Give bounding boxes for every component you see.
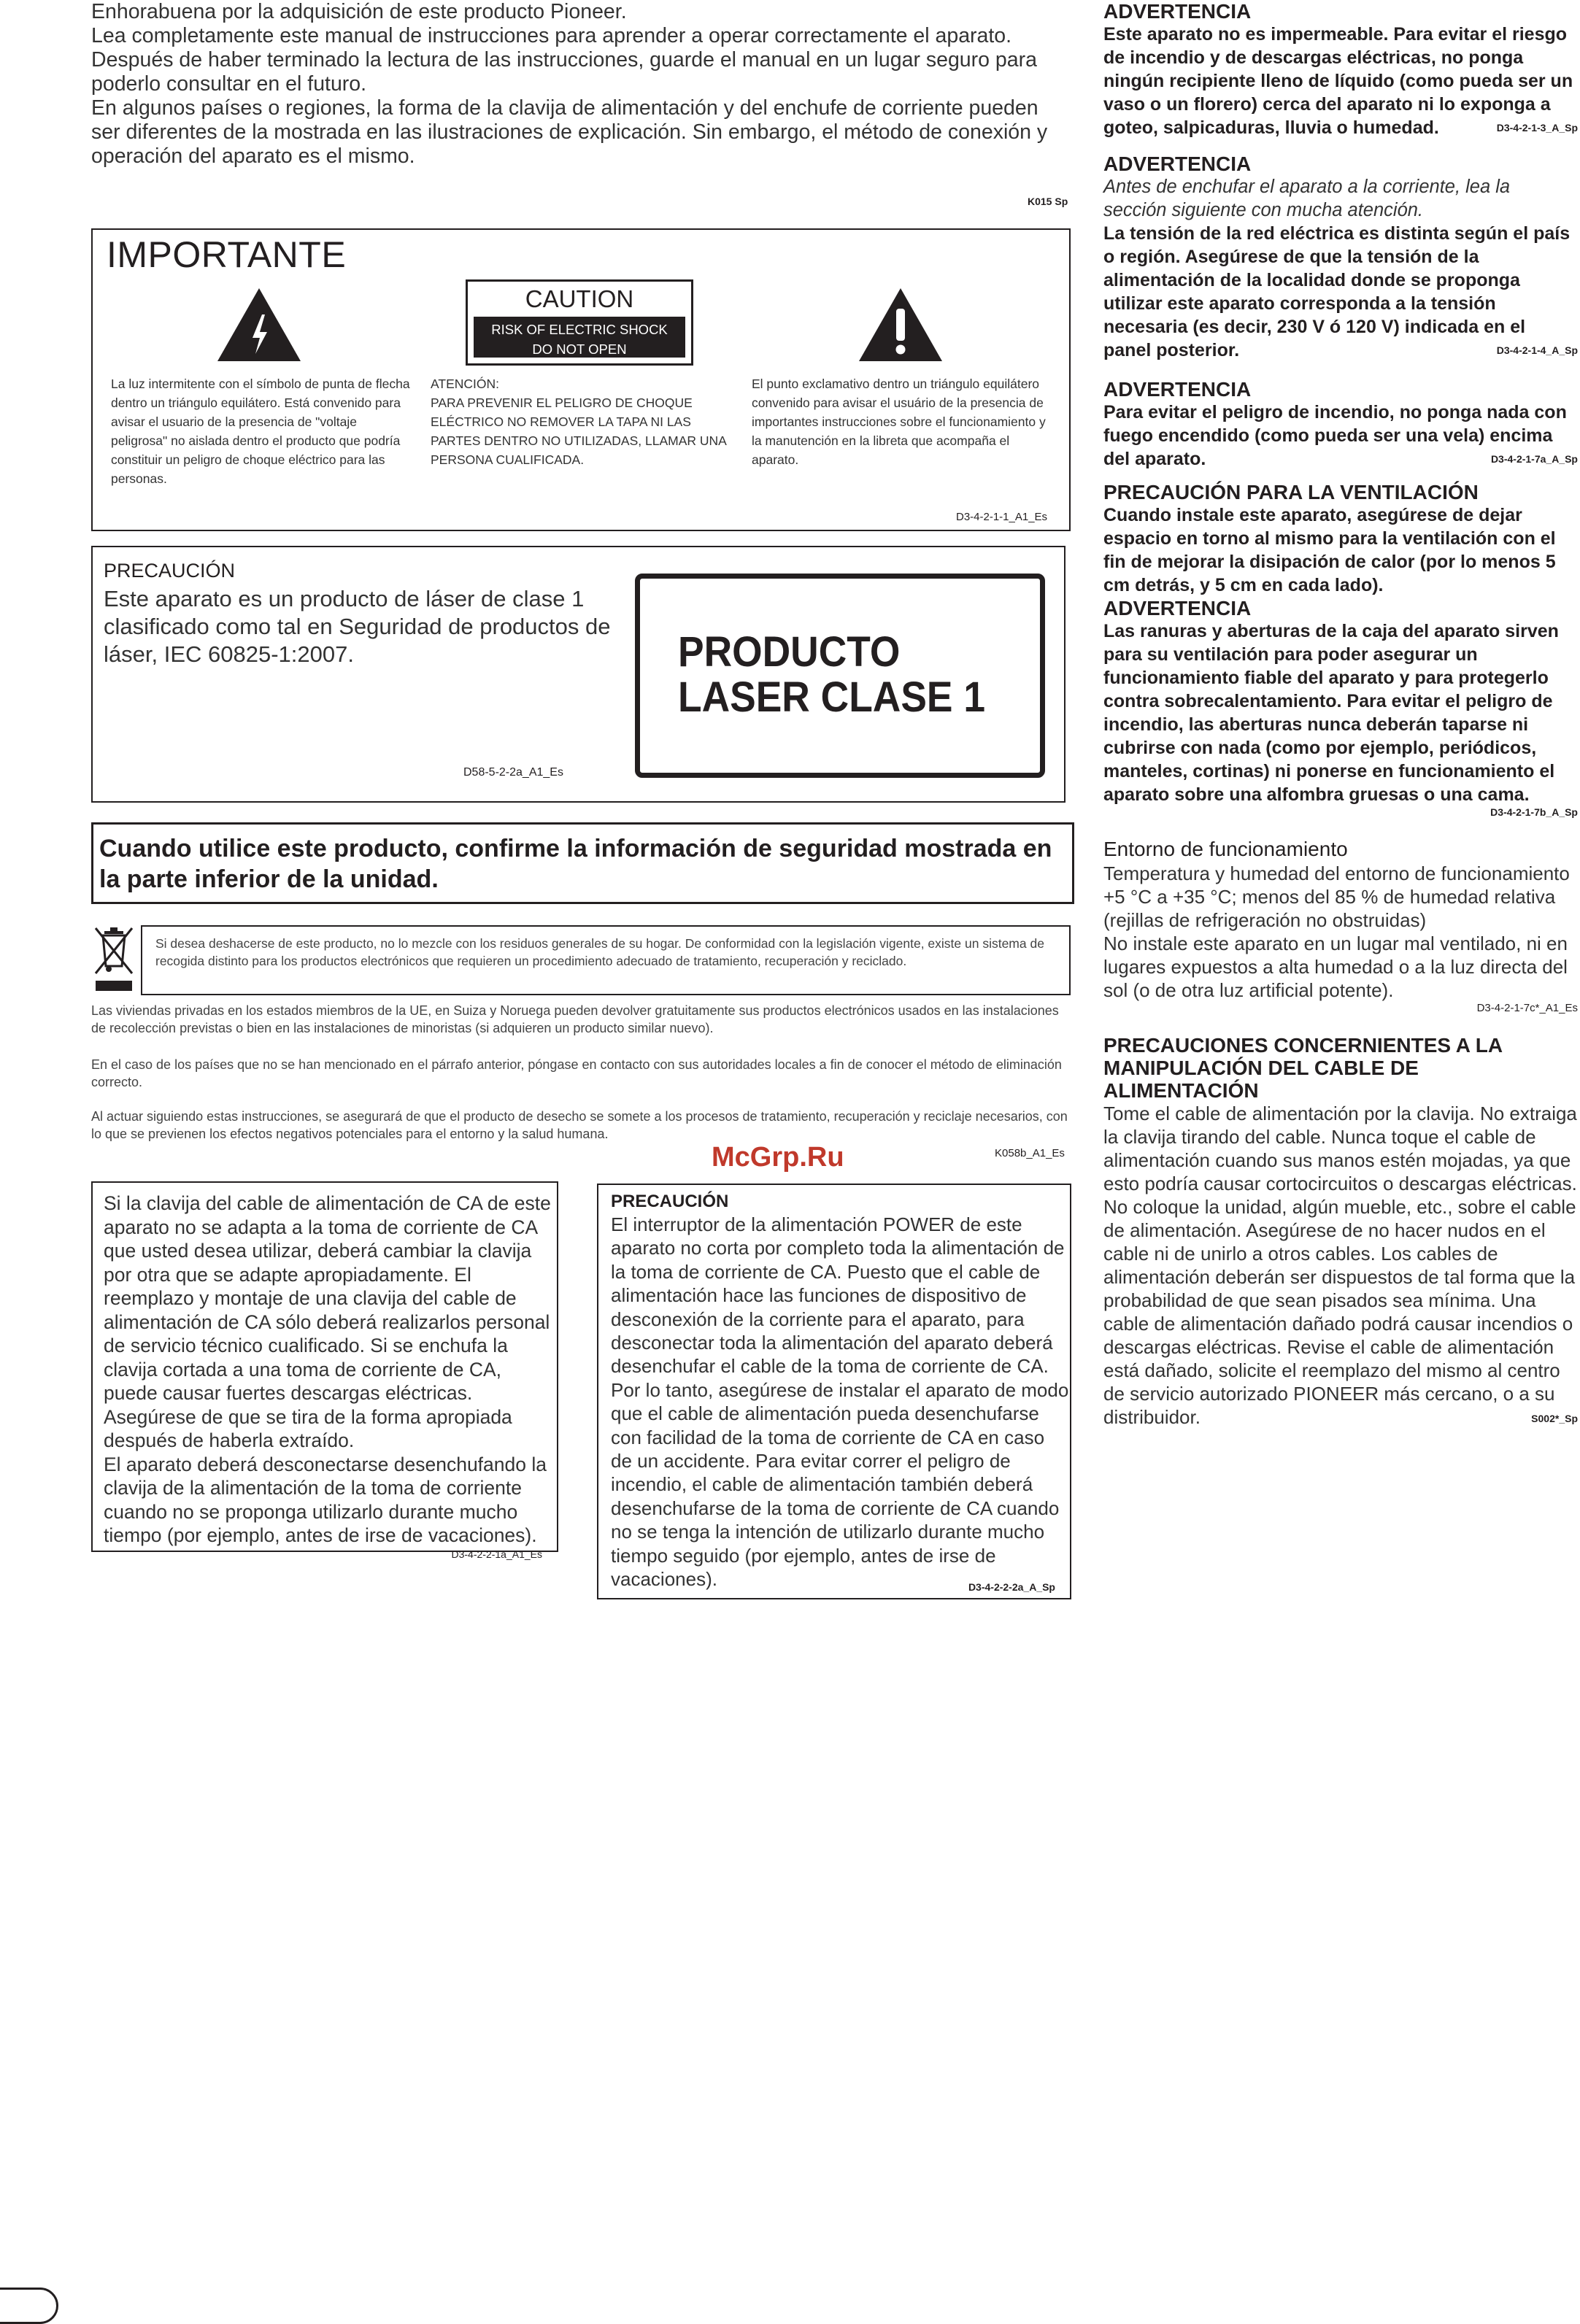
ventilation-warning-head: ADVERTENCIA <box>1103 597 1252 619</box>
warning-water-text: Este aparato no es impermeable. Para evitar el riesgo de incendio y de descargas eléctricas, no ponga ningún recipiente lleno de líquido (como pueda ser un vaso o un florero) cerca del aparato ni lo exponga a goteo, salpicaduras, lluvia o humedad. <box>1103 24 1573 138</box>
atencion-head: ATENCIÓN: <box>431 377 499 391</box>
environment-code: D3-4-2-1-7c*_A1_Es <box>1476 1002 1578 1014</box>
caution-subtext <box>474 317 685 358</box>
laser-code: D58-5-2-2a_A1_Es <box>463 766 563 779</box>
caution-title: CAUTION <box>525 285 634 312</box>
safety-info-notice: Cuando utilice este producto, confirme la información de seguridad mostrada en la parte inferior de la unidad. <box>91 822 1074 904</box>
laser-head: PRECAUCIÓN <box>104 560 236 582</box>
warning-voltage-code: D3-4-2-1-4_A_Sp <box>1496 344 1578 356</box>
intro-text <box>91 0 1073 169</box>
weee-eu-text: Las viviendas privadas en los estados miembros de la UE, en Suiza y Noruega pueden devolver gratuitamente sus productos electrónicos usados en las instalaciones de recolección previstas o bien en las instalaciones de minoristas (si adquieren un producto similar nuevo). <box>91 1003 1059 1035</box>
crossed-bin-icon <box>93 924 135 994</box>
plug-disconnect-text: El aparato deberá desconectarse desenchufando la clavija de la alimentación de la toma de corriente cuando no se proponga utilizarlo durante mucho tiempo (por ejemplo, antes de irse de vacaciones). <box>104 1453 547 1546</box>
caution-risk: RISK OF ELECTRIC SHOCK <box>491 322 668 337</box>
power-cable-text: Tome el cable de alimentación por la clavija. No extraiga la clavija tirando del cable. Nunca toque el cable de alimentación cuando sus manos estén mojadas, ya que esto podría causar cortocircuitos o descargas eléctricas. No coloque la unidad, algún mueble, etc., sobre el cable de alimentación. Asegúrese de no hacer nudos en el cable ni de unirlo a otros cables. Los cables de alimentación deberán ser dispuestos de tal forma que la probabilidad de que sean pisados sea mínima. Una cable de alimentación dañado podrá causar incendios o descargas eléctricas. Revise el cable de alimentación está dañado, solicite el reemplazo del mismo al centro de servicio autorizado PIONEER más cercano, o a su distribuidor. <box>1103 1103 1577 1428</box>
atencion-body: PARA PREVENIR EL PELIGRO DE CHOQUE ELÉCTRICO NO REMOVER LA TAPA NI LAS PARTES DENTRO NO UTILIZADAS, LLAMAR UNA PERSONA CUALIFICADA. <box>431 395 726 467</box>
warning-water-head: ADVERTENCIA <box>1103 0 1252 23</box>
lightning-explanation: La luz intermitente con el símbolo de punta de flecha dentro un triángulo equilátero. Está convenido para avisar el usuario de la presencia de "voltaje peligrosa" no aislada dentro el producto que podría constituir un peligro de choque eléctrico para las personas. <box>111 377 410 486</box>
intro-plug-note: En algunos países o regiones, la forma de la clavija de alimentación y del enchufe de corriente pueden ser diferentes de la mostrada en las ilustraciones de explicación. Sin embargo, el método de conexión y operación del aparato es el mismo. <box>91 96 1048 168</box>
warning-fire-code: D3-4-2-1-7a_A_Sp <box>1490 453 1578 465</box>
caution-do-not-open: DO NOT OPEN <box>532 341 627 357</box>
environment-text-1: Temperatura y humedad del entorno de funcionamiento +5 °C a +35 °C; menos del 85 % de humedad relativa (rejillas de refrigeración no obstruidas) <box>1103 862 1570 931</box>
warning-voltage-text: La tensión de la red eléctrica es distinta según el país o región. Asegúrese de que la tensión de la alimentación de la localidad donde se proponga utilizar este aparato corresponda a la tensión necesaria (es decir, 230 V ó 120 V) indicada en el panel posterior. <box>1103 223 1571 360</box>
ventilation-code: D3-4-2-1-7b_A_Sp <box>1490 806 1578 818</box>
power-code: D3-4-2-2-2a_A_Sp <box>968 1580 1055 1593</box>
weee-other-countries-text: En el caso de los países que no se han mencionado en el párrafo anterior, póngase en contacto con sus autoridades locales a fin de conocer el método de eliminación correcto. <box>91 1057 1062 1089</box>
power-head: PRECAUCIÓN <box>611 1192 729 1211</box>
ventilation-text: Cuando instale este aparato, asegúrese de dejar espacio en torno al mismo para la ventilación con el fin de mejorar la disipación de calor (por lo menos 5 cm detrás, y 5 cm en cada lado). <box>1103 505 1556 595</box>
environment-head: Entorno de funcionamiento <box>1103 838 1348 860</box>
plug-replacement-text: Si la clavija del cable de alimentación de CA de este aparato no se adapta a la toma de corriente de CA que usted desea utilizar, deberá cambiar la clavija por otra que se adapte apropiadamente. El reemplazo y montaje de una clavija del cable de alimentación de CA sólo deberá realizarlos personal de servicio técnico cualificado. Si se enchufa la clavija cortada a una toma de corriente de CA, puede causar fuertes descargas eléctricas. Asegúrese de que se tira de la forma apropiada después de haberla extraído. <box>104 1192 551 1451</box>
environment-text-2: No instale este aparato en un lugar mal ventilado, ni en lugares expuestos a alta humedad o a la luz directa del sol (o de otra luz artificial potente). <box>1103 933 1568 1001</box>
ventilation-warning-text: Las ranuras y aberturas de la caja del aparato sirven para su ventilación para poder asegurar un funcionamiento fiable del aparato y para protegerlo contra sobrecalentamiento. Para evitar el peligro de incendio, las aberturas nunca deberán taparse ni cubrirse con nada (como por ejemplo, periódicos, manteles, cortinas) ni ponerse en funcionamiento el aparato sobre una alfombra gruesas o una cama. <box>1103 621 1559 805</box>
page-tab <box>0 2288 58 2324</box>
importante-title: IMPORTANTE <box>107 234 347 275</box>
weee-code: K058b_A1_Es <box>995 1147 1065 1159</box>
power-cable-head: PRECAUCIONES CONCERNIENTES A LA MANIPULACIÓN DEL CABLE DE ALIMENTACIÓN <box>1103 1034 1503 1102</box>
caution-label <box>466 279 693 366</box>
importante-code: D3-4-2-1-1_A1_Es <box>956 511 1048 523</box>
laser-label-line1: PRODUCTO <box>678 628 901 676</box>
watermark: McGrp.Ru <box>712 1142 844 1173</box>
warning-voltage-head: ADVERTENCIA <box>1103 153 1252 175</box>
power-text: El interruptor de la alimentación POWER de este aparato no corta por completo toda la alimentación de la toma de corriente de CA. Puesto que el cable de alimentación hace las funciones de dispositivo de desconexión de la corriente para el aparato, para desconectar toda la alimentación del aparato deberá desenchufar el cable de la toma de corriente de CA. Por lo tanto, asegúrese de instalar el aparato de modo que el cable de alimentación pueda desenchufarse con facilidad de la toma de corriente de CA en caso de un accidente. Para evitar correr el peligro de incendio, el cable de alimentación también deberá desenchufarse de la toma de corriente de CA cuando no se tenga la intención de utilizarlo durante mucho tiempo seguido (por ejemplo, antes de irse de vacaciones). <box>611 1213 1069 1591</box>
ventilation-head: PRECAUCIÓN PARA LA VENTILACIÓN <box>1103 481 1479 503</box>
exclamation-explanation: El punto exclamativo dentro un triángulo equilátero convenido para avisar el usuário de la presencia de importantes instrucciones sobre el funcionamiento y la manutención en la libreta que acompaña el aparato. <box>752 377 1046 467</box>
laser-class-label <box>635 574 1045 778</box>
warning-voltage-italic: Antes de enchufar el aparato a la corriente, lea la sección siguiente con mucha atención. <box>1103 177 1511 220</box>
warning-fire-text: Para evitar el peligro de incendio, no ponga nada con fuego encendido (como pueda ser una vela) encima del aparato. <box>1103 402 1567 469</box>
exclamation-warning-icon <box>858 287 944 363</box>
atencion-text <box>431 374 730 469</box>
plug-code: D3-4-2-2-1a_A1_Es <box>451 1548 542 1560</box>
intro-greeting: Enhorabuena por la adquisición de este producto Pioneer. <box>91 0 627 23</box>
laser-class-text <box>678 630 985 720</box>
right-column <box>1103 0 1578 1426</box>
weee-box-text: Si desea deshacerse de este producto, no lo mezcle con los residuos generales de su hogar. De conformidad con la legislación vigente, existe un sistema de recogida distinto para los productos electrónicos que requieren un procedimiento adecuado de tratamiento, recuperación y reciclado. <box>141 925 1071 995</box>
power-switch-box <box>597 1184 1071 1599</box>
intro-code: K015 Sp <box>1028 196 1068 207</box>
warning-water-code: D3-4-2-1-3_A_Sp <box>1496 122 1578 134</box>
plug-replacement-box <box>91 1181 558 1560</box>
laser-label-line2: LASER CLASE 1 <box>678 673 986 721</box>
power-cable-code: S002*_Sp <box>1531 1413 1578 1424</box>
warning-fire-head: ADVERTENCIA <box>1103 378 1252 401</box>
lightning-warning-icon <box>216 287 302 363</box>
weee-conclusion-text: Al actuar siguiendo estas instrucciones, se asegurará de que el producto de desecho se somete a los procesos de tratamiento, recuperación y reciclaje necesarios, con lo que se previenen los efectos negativos potenciales para el entorno y la salud humana. <box>91 1109 1068 1141</box>
intro-read-manual: Lea completamente este manual de instrucciones para aprender a operar correctamente el aparato. Después de haber terminado la lectura de las instrucciones, guarde el manual en un lugar seguro para poderlo consultar en el futuro. <box>91 24 1037 96</box>
laser-text: Este aparato es un producto de láser de clase 1 clasificado como tal en Seguridad de productos de láser, IEC 60825-1:2007. <box>104 586 611 667</box>
